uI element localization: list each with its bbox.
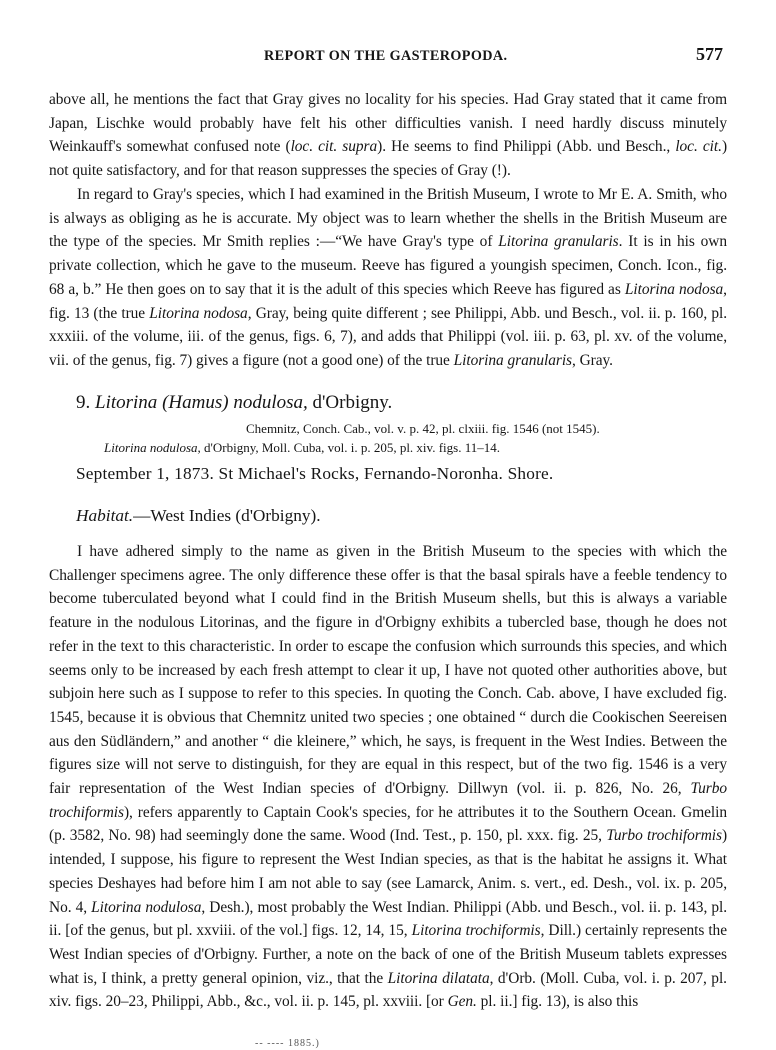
station-line: September 1, 1873. St Michael's Rocks, Fernando-Noronha. Shore. [76, 464, 554, 483]
reference-orbigny [104, 440, 500, 456]
habitat-label: Habitat. [76, 506, 134, 525]
footer-fragment: -- ---- 1885.) [255, 1038, 320, 1049]
paragraph-3: I have adhered simply to the name as given in the British Museum to the species with which the Challenger specimens agree. The only difference these offer is that the basal spirals have a feeble tendency to become tuberculated beyond what I could find in the British Museum shells, but this is always a variable feature in the nodulous Litorinas, and the figure in d'Orbigny exhibits a tubercled base, though he does not refer in the text to this characteristic. In order to escape the confusion which surrounds this species, and which seems only to be increased by each fresh attempt to clear it up, I have not quoted other authorities above, but subjoin here such as I suppose to refer to this species. In quoting the Conch. Cab. above, I have excluded fig. 1545, because it is obvious that Chemnitz united two species ; one obtained “ durch die Cookischen Seereisen aus den Südländern,” and another “ die kleinere,” which, he says, is frequent in the West Indies. Between the figures size will not serve to distinguish, for they are equal in this respect, but of the two fig. 1546 is a very fair representation of the West Indian species of d'Orbigny. Dillwyn (vol. ii. p. 826, No. 26, Turbo trochiformis), refers apparently to Captain Cook's species, for he attributes it to the Southern Ocean. Gmelin (p. 3582, No. 98) had seemingly done the same. Wood (Ind. Test., p. 150, pl. xxx. fig. 25, Turbo trochiformis) intended, I suppose, his figure to represent the West Indian species, as that is the habitat he assigns it. What species Deshayes had before him I am not able to say (see Lamarck, Anim. s. vert., ed. Desh., vol. ix. p. 205, No. 4, Litorina nodulosa, Desh.), most probably the West Indian. Philippi (Abb. und Besch., vol. ii. p. 143, pl. ii. [of the genus, but pl. xxviii. of the vol.] figs. 12, 14, 15, Litorina trochiformis, Dill.) certainly represents the West Indian species of d'Orbigny. Further, a note on the back of one of the British Museum tablets expresses what is, I think, a pretty general opinion, viz., that the Litorina dilatata, d'Orb. (Moll. Cuba, vol. i. p. 207, pl. xiv. figs. 20–23, Philippi, Abb., &c., vol. ii. p. 145, pl. xxviii. [or Gen. pl. ii.] fig. 13), is also this [49, 543, 728, 1011]
reference-chemnitz: Chemnitz, Conch. Cab., vol. v. p. 42, pl. clxiii. fig. 1546 (not 1545). [246, 421, 600, 436]
habitat-line [76, 506, 321, 526]
reference-orbigny-text: d'Orbigny, Moll. Cuba, vol. i. p. 205, pl. xiv. figs. 11–14. [204, 440, 500, 455]
species-genus: Litorina [95, 392, 158, 413]
reference-orbigny-name: Litorina nodulosa, [104, 440, 201, 455]
running-head: REPORT ON THE GASTEROPODA. [264, 48, 508, 64]
paragraph-2: In regard to Gray's species, which I had examined in the British Museum, I wrote to Mr E. A. Smith, who is always as obliging as he is accurate. My object was to learn whether the shells in the British Museum are the type of the species. Mr Smith replies :—“We have Gray's type of Litorina granularis. It is in his own private collection, which he gave to the museum. Reeve has figured a youngish specimen, Conch. Icon., fig. 68 a, b.” He then goes on to say that it is the adult of this species which Reeve has figured as Litorina nodosa, fig. 13 (the true Litorina nodosa, Gray, being quite different ; see Philippi, Abb. und Besch., vol. ii. p. 160, pl. xxxiii. of the volume, iii. of the genus, figs. 6, 7), and adds that Philippi (vol. iii. p. 63, pl. xv. of the volume, vii. of the genus, fig. 7) gives a figure (not a good one) of the true Litorina granularis, Gray. [49, 186, 728, 369]
species-subgenus: (Hamus) [162, 392, 229, 413]
habitat-text: —West Indies (d'Orbigny). [133, 506, 321, 525]
species-epithet: nodulosa, [233, 392, 308, 413]
page-header [0, 44, 776, 70]
page-number: 577 [696, 44, 723, 64]
species-heading [76, 392, 392, 414]
species-number: 9. [76, 392, 91, 413]
species-author: d'Orbigny. [312, 392, 393, 413]
paragraph-1: above all, he mentions the fact that Gray gives no locality for his species. Had Gray stated that it came from Japan, Lischke would probably have felt his other difficulties vanish. I need hardly discuss minutely Weinkauff's somewhat confused note (loc. cit. supra). He seems to find Philippi (Abb. und Besch., loc. cit.) not quite satisfactory, and for that reason suppresses the species of Gray (!). [49, 91, 728, 180]
